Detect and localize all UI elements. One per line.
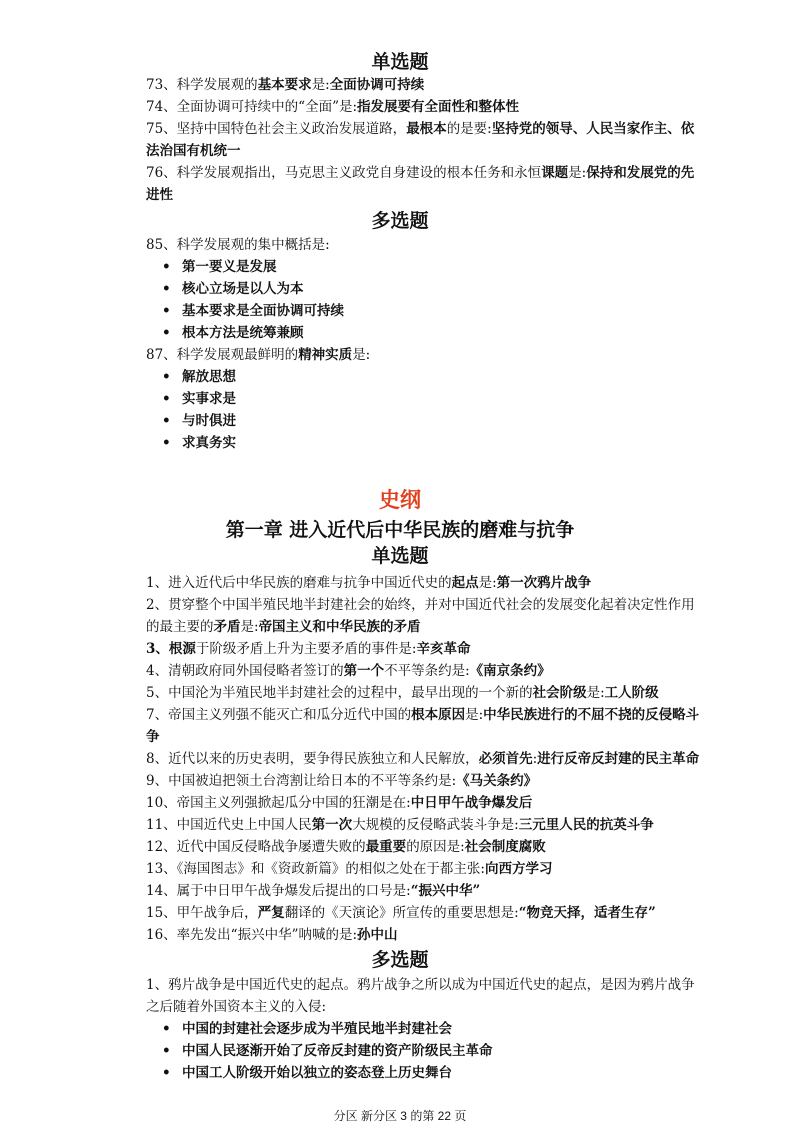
multi-question-1-cont: 之后随着外国资本主义的入侵: <box>146 999 327 1015</box>
bullet-icon: • <box>162 413 171 429</box>
question-14: 14、属于中日甲午战争爆发后提出的口号是:“振兴中华” <box>146 883 481 899</box>
page-footer: 分区 新分区 3 的第 22 页 <box>333 1109 467 1123</box>
bullet-icon: • <box>162 1065 171 1081</box>
question-13: 13、《海国图志》和《资政新篇》的相似之处在于都主张:向西方学习 <box>146 861 553 877</box>
bullet-icon: • <box>162 303 171 319</box>
bullet-icon: • <box>162 281 171 297</box>
question-11: 11、中国近代史上中国人民第一次大规模的反侵略武装斗争是:三元里人民的抗英斗争 <box>146 817 654 833</box>
multi-question-1: 1、鸦片战争是中国近代史的起点。鸦片战争之所以成为中国近代史的起点，是因为鸦片战争 <box>146 977 695 993</box>
question-12: 12、近代中国反侵略战争屡遭失败的最重要的原因是:社会制度腐败 <box>146 839 546 855</box>
list-item: • 中国人民逐渐开始了反帝反封建的资产阶级民主革命 <box>162 1043 493 1059</box>
list-item: • 第一要义是发展 <box>162 259 277 275</box>
chapter-title: 第一章 进入近代后中华民族的磨难与抗争 <box>225 519 575 541</box>
question-85: 85、科学发展观的集中概括是: <box>146 237 330 253</box>
question-16: 16、率先发出“振兴中华”呐喊的是:孙中山 <box>146 927 398 943</box>
question-5: 5、中国沦为半殖民地半封建社会的过程中，最早出现的一个新的社会阶级是:工人阶级 <box>146 685 659 701</box>
section-heading-single-choice: 单选题 <box>371 545 429 567</box>
list-item: • 基本要求是全面协调可持续 <box>162 303 344 319</box>
list-item: • 中国的封建社会逐步成为半殖民地半封建社会 <box>162 1021 452 1037</box>
bullet-icon: • <box>162 1043 171 1059</box>
section-heading-multi-choice: 多选题 <box>371 949 429 971</box>
question-15: 15、甲午战争后，严复翻译的《天演论》所宣传的重要思想是:“物竞天择，适者生存” <box>146 905 656 921</box>
subject-title: 史纲 <box>379 487 421 512</box>
list-item: • 解放思想 <box>162 369 236 385</box>
question-1: 1、进入近代后中华民族的磨难与抗争中国近代史的起点是:第一次鸦片战争 <box>146 575 592 591</box>
bullet-icon: • <box>162 325 171 341</box>
bullet-icon: • <box>162 259 171 275</box>
list-item: • 与时俱进 <box>162 413 236 429</box>
question-75-cont: 法治国有机统一 <box>146 143 241 159</box>
question-10: 10、帝国主义列强掀起瓜分中国的狂潮是在:中日甲午战争爆发后 <box>146 795 533 811</box>
section-heading-single-choice: 单选题 <box>371 51 429 73</box>
question-76: 76、科学发展观指出，马克思主义政党自身建设的根本任务和永恒课题是:保持和发展党的先 <box>146 165 695 181</box>
list-item: • 中国工人阶级开始以独立的姿态登上历史舞台 <box>162 1065 452 1081</box>
question-2: 2、贯穿整个中国半殖民地半封建社会的始终，并对中国近代社会的发展变化起着决定性作用 <box>146 597 695 613</box>
bullet-icon: • <box>162 391 171 407</box>
question-87: 87、科学发展观最鲜明的精神实质是: <box>146 347 371 363</box>
list-item: • 实事求是 <box>162 391 236 407</box>
list-item: • 求真务实 <box>162 435 236 451</box>
section-heading-multi-choice: 多选题 <box>371 210 429 232</box>
list-item: • 根本方法是统筹兼顾 <box>162 325 304 341</box>
bullet-icon: • <box>162 369 171 385</box>
question-4: 4、清朝政府同外国侵略者签订的第一个不平等条约是:《南京条约》 <box>146 663 551 679</box>
question-73: 73、科学发展观的基本要求是:全面协调可持续 <box>146 77 425 93</box>
bullet-icon: • <box>162 1021 171 1037</box>
question-76-cont: 进性 <box>146 187 173 203</box>
question-8: 8、近代以来的历史表明，要争得民族独立和人民解放，必须首先:进行反帝反封建的民主革命 <box>146 751 700 767</box>
list-item: • 核心立场是以人为本 <box>162 281 304 297</box>
bullet-icon: • <box>162 435 171 451</box>
question-3: 3、根源于阶级矛盾上升为主要矛盾的事件是:辛亥革命 <box>146 641 471 657</box>
question-74: 74、全面协调可持续中的“全面”是:指发展要有全面性和整体性 <box>146 99 520 115</box>
question-9: 9、中国被迫把领土台湾割让给日本的不平等条约是:《马关条约》 <box>146 773 538 789</box>
question-75: 75、坚持中国特色社会主义政治发展道路，最根本的是要:坚持党的领导、人民当家作主、依 <box>146 121 695 137</box>
question-7-cont: 争 <box>146 729 160 745</box>
question-2-cont: 的最主要的矛盾是:帝国主义和中华民族的矛盾 <box>146 619 421 635</box>
question-7: 7、帝国主义列强不能灭亡和瓜分近代中国的根本原因是:中华民族进行的不屈不挠的反侵略斗 <box>146 707 700 723</box>
